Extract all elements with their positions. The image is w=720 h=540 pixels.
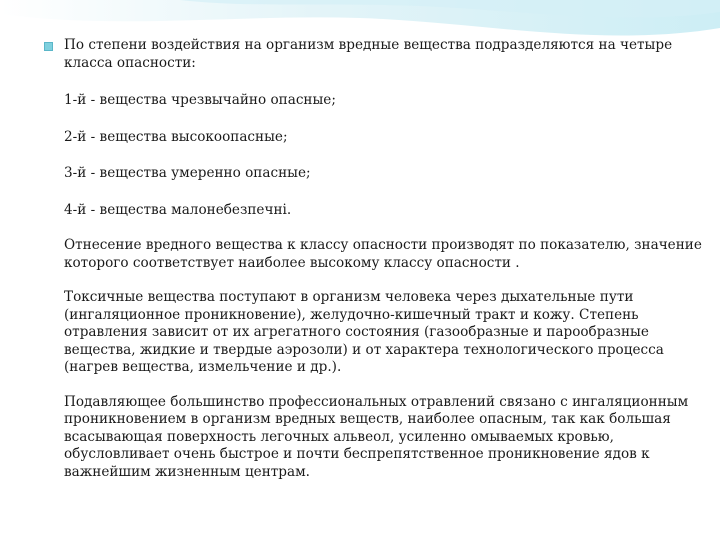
hazard-class-3: 3-й - вещества умеренно опасные; (64, 165, 311, 181)
square-bullet-icon (44, 42, 53, 51)
hazard-class-1: 1-й - вещества чрезвычайно опасные; (64, 92, 336, 108)
slide-content (44, 37, 704, 481)
paragraph-inhalation: Подавляющее большинство профессиональных отравлений связано с ингаляционным проникновением в организм вредных веществ, наиболее опасным, так как большая всасывающая поверхность легочных альвеол, усиленно омываемых кровью, обусловливает очень быстрое и почти беспрепятственное проникновение ядов к важнейшим жизненным центрам. (64, 393, 689, 480)
hazard-class-4: 4-й - вещества малонебезпечні. (64, 201, 292, 218)
paragraph-classification: Отнесение вредного вещества к классу опасности производят по показателю, значение которого соответствует наиболее высокому классу опасности . (64, 237, 702, 271)
paragraph-entry-routes: Токсичные вещества поступают в организм человека через дыхательные пути (ингаляционное проникновение), желудочно-кишечный тракт и кожу. Степень отравления зависит от их агрегатного состояния (газообразные и парообразные вещества, жидкие и твердые аэрозоли) и от характера технологического процесса (нагрев вещества, измельчение и др.). (64, 289, 664, 375)
intro-text: По степени воздействия на организм вредные вещества подразделяются на четыре класса опасности: (64, 37, 673, 71)
hazard-class-2: 2-й - вещества высокоопасные; (64, 128, 288, 145)
bullet-item (44, 37, 704, 72)
